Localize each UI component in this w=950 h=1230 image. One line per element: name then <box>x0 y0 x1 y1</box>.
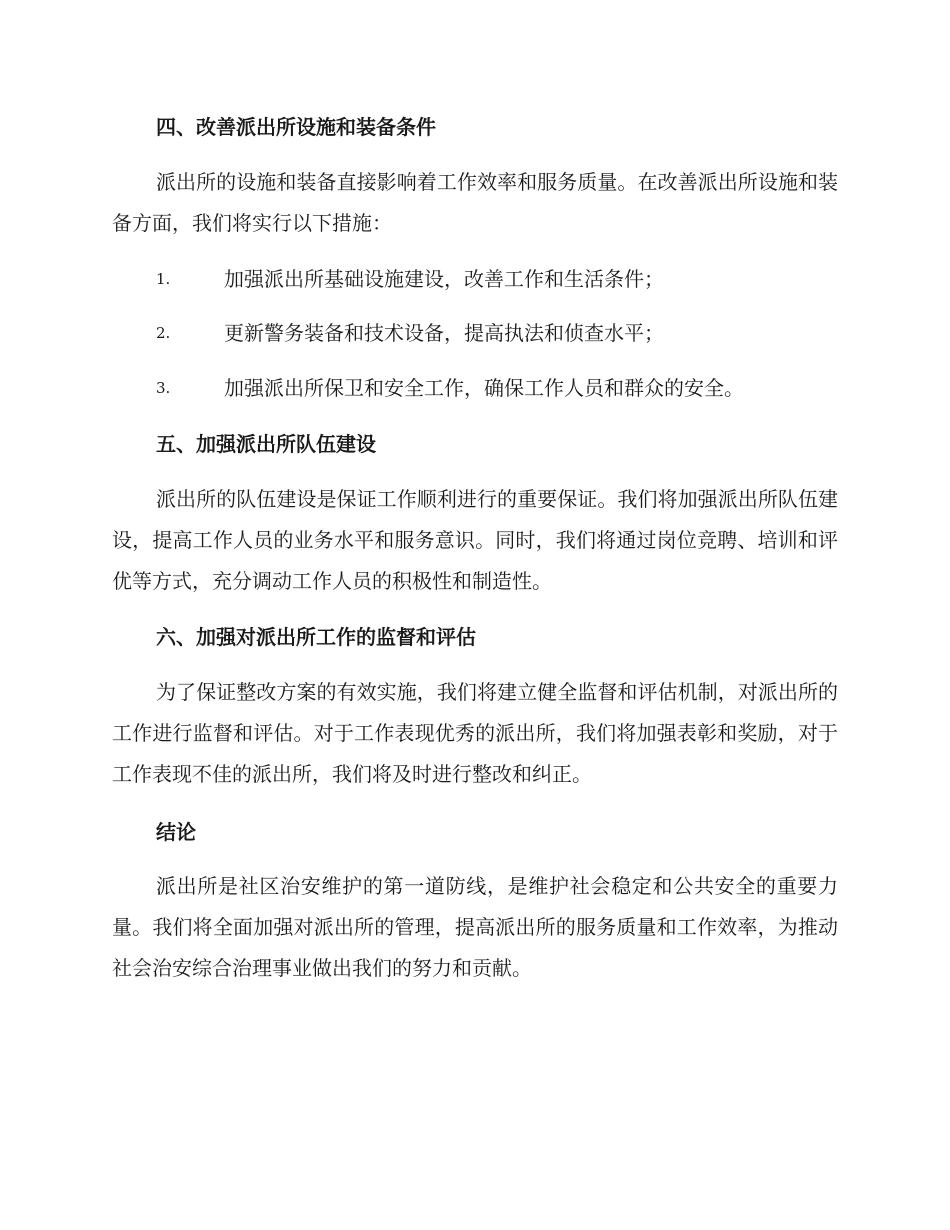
section-heading-conclusion: 结论 <box>156 820 196 844</box>
section-heading-supervision: 六、加强对派出所工作的监督和评估 <box>156 625 476 649</box>
list-item-number: 3. <box>156 379 171 397</box>
section-heading-team: 五、加强派出所队伍建设 <box>156 432 376 456</box>
list-item-number: 2. <box>156 324 171 342</box>
section-heading-facilities: 四、改善派出所设施和装备条件 <box>156 115 436 139</box>
list-item <box>156 264 836 294</box>
section-paragraph-conclusion: 派出所是社区治安维护的第一道防线，是维护社会稳定和公共安全的重要力量。我们将全面加强对派出所的管理，提高派出所的服务质量和工作效率，为推动社会治安综合治理事业做出我们的努力和贡献。 <box>112 874 838 980</box>
list-item <box>156 373 836 403</box>
list-item-text: 加强派出所保卫和安全工作，确保工作人员和群众的安全。 <box>224 376 744 400</box>
list-item-text: 加强派出所基础设施建设，改善工作和生活条件； <box>224 267 664 291</box>
section-paragraph-team: 派出所的队伍建设是保证工作顺利进行的重要保证。我们将加强派出所队伍建设，提高工作人员的业务水平和服务意识。同时，我们将通过岗位竞聘、培训和评优等方式，充分调动工作人员的积极性和制造性。 <box>112 487 838 593</box>
list-item-text: 更新警务装备和技术设备，提高执法和侦查水平； <box>224 321 664 345</box>
section-paragraph-facilities: 派出所的设施和装备直接影响着工作效率和服务质量。在改善派出所设施和装备方面，我们将实行以下措施： <box>112 170 838 235</box>
list-item-number: 1. <box>156 270 171 288</box>
section-paragraph-supervision: 为了保证整改方案的有效实施，我们将建立健全监督和评估机制，对派出所的工作进行监督和评估。对于工作表现优秀的派出所，我们将加强表彰和奖励，对于工作表现不佳的派出所，我们将及时进行整改和纠正。 <box>112 680 838 786</box>
list-item <box>156 318 836 348</box>
